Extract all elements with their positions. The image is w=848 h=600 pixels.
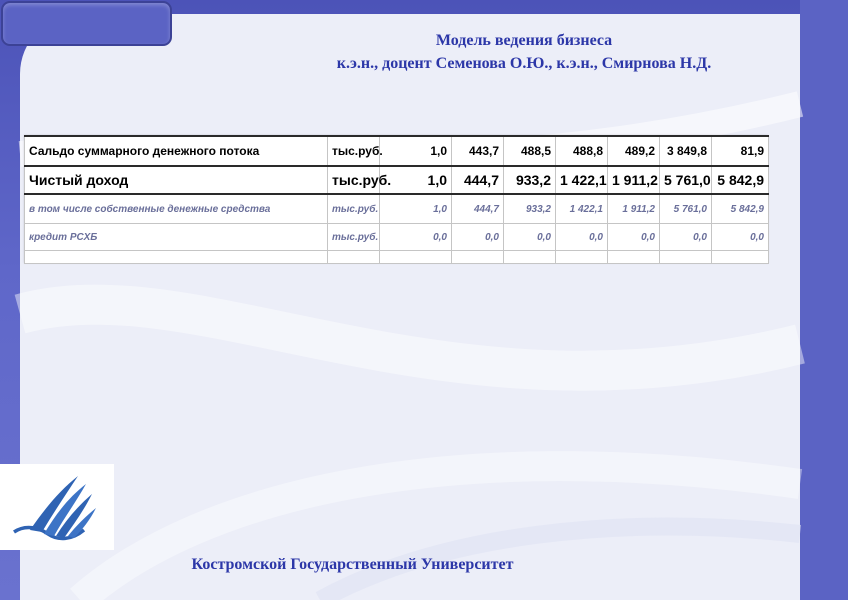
university-logo-icon bbox=[0, 464, 114, 550]
empty-cell bbox=[328, 251, 380, 264]
row-unit: тыс.руб. bbox=[328, 194, 380, 224]
row-value: 5 761,0 bbox=[660, 166, 712, 194]
row-value: 81,9 bbox=[712, 136, 769, 166]
row-value: 0,0 bbox=[712, 224, 769, 251]
row-value: 933,2 bbox=[504, 166, 556, 194]
row-unit: тыс.руб. bbox=[328, 136, 380, 166]
row-label: в том числе собственные денежные средства bbox=[25, 194, 328, 224]
row-value: 1 911,2 bbox=[608, 166, 660, 194]
footer bbox=[0, 552, 800, 578]
top-left-button[interactable] bbox=[1, 1, 172, 46]
empty-cell bbox=[380, 251, 452, 264]
empty-cell bbox=[660, 251, 712, 264]
empty-cell bbox=[25, 251, 328, 264]
row-value: 0,0 bbox=[380, 224, 452, 251]
row-value: 0,0 bbox=[504, 224, 556, 251]
row-value: 1 422,1 bbox=[556, 194, 608, 224]
row-value: 0,0 bbox=[608, 224, 660, 251]
slide-title: Модель ведения бизнеса bbox=[435, 32, 613, 49]
table-row bbox=[25, 136, 769, 166]
row-value: 1,0 bbox=[380, 194, 452, 224]
row-value: 1,0 bbox=[380, 136, 452, 166]
table-row bbox=[25, 194, 769, 224]
row-value: 444,7 bbox=[452, 194, 504, 224]
slide-header bbox=[200, 30, 848, 75]
row-label: кредит РСХБ bbox=[25, 224, 328, 251]
row-value: 444,7 bbox=[452, 166, 504, 194]
row-value: 488,5 bbox=[504, 136, 556, 166]
content-panel bbox=[20, 14, 800, 600]
empty-cell bbox=[556, 251, 608, 264]
row-value: 5 761,0 bbox=[660, 194, 712, 224]
slide-authors: к.э.н., доцент Семенова О.Ю., к.э.н., Смирнова Н.Д. bbox=[336, 55, 712, 72]
financial-table bbox=[24, 135, 768, 263]
university-logo bbox=[0, 464, 114, 550]
footer-university: Костромской Государственный Университет bbox=[191, 556, 514, 573]
row-value: 489,2 bbox=[608, 136, 660, 166]
row-unit: тыс.руб. bbox=[328, 166, 380, 194]
empty-cell bbox=[452, 251, 504, 264]
row-label: Сальдо суммарного денежного потока bbox=[25, 136, 328, 166]
row-label: Чистый доход bbox=[25, 166, 328, 194]
table-row bbox=[25, 224, 769, 251]
row-value: 0,0 bbox=[556, 224, 608, 251]
row-value: 0,0 bbox=[452, 224, 504, 251]
table-row-empty bbox=[25, 251, 769, 264]
empty-cell bbox=[608, 251, 660, 264]
row-value: 0,0 bbox=[660, 224, 712, 251]
row-value: 1,0 bbox=[380, 166, 452, 194]
empty-cell bbox=[504, 251, 556, 264]
empty-cell bbox=[712, 251, 769, 264]
row-value: 1 422,1 bbox=[556, 166, 608, 194]
row-value: 5 842,9 bbox=[712, 194, 769, 224]
row-unit: тыс.руб. bbox=[328, 224, 380, 251]
row-value: 443,7 bbox=[452, 136, 504, 166]
row-value: 5 842,9 bbox=[712, 166, 769, 194]
row-value: 3 849,8 bbox=[660, 136, 712, 166]
row-value: 488,8 bbox=[556, 136, 608, 166]
table-row bbox=[25, 166, 769, 194]
row-value: 933,2 bbox=[504, 194, 556, 224]
background-swoosh bbox=[20, 14, 800, 600]
row-value: 1 911,2 bbox=[608, 194, 660, 224]
